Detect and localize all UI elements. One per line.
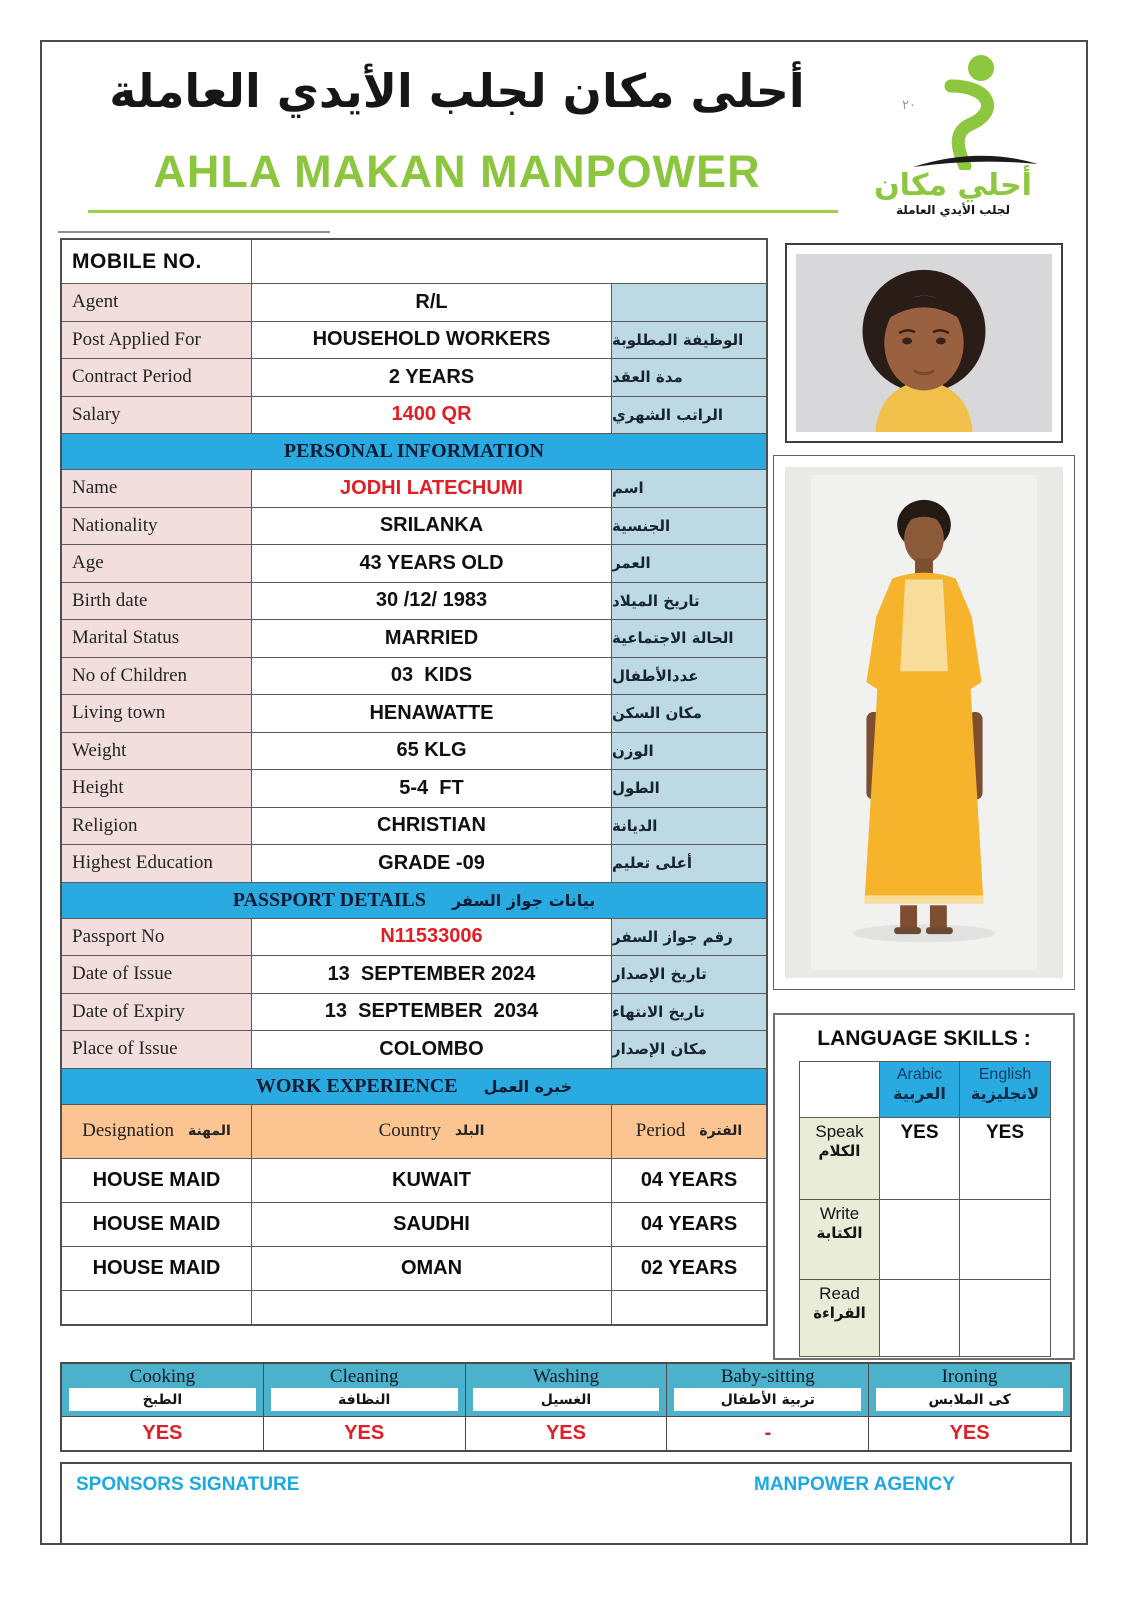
field-value: 13 SEPTEMBER 2024 — [252, 956, 612, 994]
field-value: CHRISTIAN — [252, 808, 612, 846]
field-value: COLOMBO — [252, 1031, 612, 1069]
skill-value: YES — [869, 1416, 1070, 1450]
language-skills-box — [773, 1013, 1075, 1360]
field-arabic-label: العمر — [612, 545, 766, 583]
field-value: 13 SEPTEMBER 2034 — [252, 994, 612, 1032]
field-arabic-label: الوزن — [612, 733, 766, 771]
language-skills-table — [799, 1061, 1051, 1357]
language-skill-label — [800, 1200, 880, 1280]
table-row — [62, 1159, 766, 1203]
table-row — [62, 583, 766, 621]
table-row — [62, 470, 766, 508]
language-skill-value — [960, 1280, 1050, 1356]
experience-cell — [62, 1291, 252, 1324]
logo-small-mark: ٢٠ — [902, 98, 916, 113]
language-skill-row — [800, 1118, 1050, 1200]
experience-cell: HOUSE MAID — [62, 1247, 252, 1291]
table-row — [62, 808, 766, 846]
skill-value: YES — [466, 1416, 667, 1450]
table-row — [62, 1031, 766, 1069]
skill-header — [466, 1364, 667, 1416]
manpower-agency-label: MANPOWER AGENCY — [754, 1474, 955, 1495]
skill-value: YES — [264, 1416, 465, 1450]
field-label: Name — [62, 470, 252, 508]
language-skill-value — [960, 1200, 1050, 1280]
logo-name-arabic: أحلي مكان — [874, 168, 1032, 203]
signature-box — [60, 1462, 1072, 1545]
field-arabic-label: مدة العقد — [612, 359, 766, 397]
table-row — [62, 620, 766, 658]
language-skill-row — [800, 1200, 1050, 1280]
field-value: N11533006 — [252, 919, 612, 957]
skill-column — [62, 1364, 264, 1450]
experience-cell: 02 YEARS — [612, 1247, 766, 1291]
field-label: Weight — [62, 733, 252, 771]
experience-column-header — [612, 1105, 766, 1159]
logo-subtitle-arabic: لجلب الأيدي العاملة — [895, 203, 1011, 217]
mobile-no-value — [252, 240, 766, 284]
table-row — [62, 322, 766, 360]
agency-title-english: AHLA MAKAN MANPOWER — [153, 146, 761, 197]
experience-column-header — [62, 1105, 252, 1159]
language-skill-value — [880, 1200, 960, 1280]
field-label: Religion — [62, 808, 252, 846]
skill-value: - — [667, 1416, 868, 1450]
table-row — [62, 883, 766, 919]
field-arabic-label: تاريخ الانتهاء — [612, 994, 766, 1032]
field-label: Birth date — [62, 583, 252, 621]
skill-column — [667, 1364, 869, 1450]
field-arabic-label: الوظيفة المطلوبة — [612, 322, 766, 360]
field-arabic-label: الجنسية — [612, 508, 766, 546]
field-arabic-label — [612, 284, 766, 322]
experience-cell — [252, 1291, 612, 1324]
table-row — [62, 1105, 766, 1159]
language-skill-arabic: الكتابة — [816, 1224, 863, 1242]
field-label: Agent — [62, 284, 252, 322]
field-arabic-label: تاريخ الميلاد — [612, 583, 766, 621]
field-arabic-label: عددالأطفال — [612, 658, 766, 696]
language-skill-label — [800, 1280, 880, 1356]
table-row — [62, 1203, 766, 1247]
experience-column-arabic: المهنة — [187, 1123, 231, 1139]
skill-header — [62, 1364, 263, 1416]
skill-name-en: Cooking — [129, 1366, 196, 1387]
section-title-en: PASSPORT DETAILS — [232, 888, 426, 911]
language-skill-row — [800, 1280, 1050, 1356]
main-table — [60, 238, 768, 1326]
field-label: Date of Expiry — [62, 994, 252, 1032]
field-value: SRILANKA — [252, 508, 612, 546]
field-value: 43 YEARS OLD — [252, 545, 612, 583]
header-divider — [58, 231, 330, 233]
skill-name-arabic: الغسيل — [473, 1388, 660, 1411]
field-label: Salary — [62, 397, 252, 435]
mobile-no-label: MOBILE NO. — [62, 240, 252, 284]
language-skill-value: YES — [960, 1118, 1050, 1200]
skill-name-en: Ironing — [941, 1366, 998, 1387]
experience-cell: KUWAIT — [252, 1159, 612, 1203]
experience-column-header — [252, 1105, 612, 1159]
logo-figure-icon — [853, 50, 1053, 170]
section-header — [62, 434, 766, 470]
full-body-illustration — [785, 467, 1063, 978]
table-row — [62, 956, 766, 994]
language-skills-title: LANGUAGE SKILLS : — [817, 1027, 1031, 1050]
language-skill-en: Write — [819, 1204, 860, 1223]
skill-column — [869, 1364, 1070, 1450]
table-row — [62, 994, 766, 1032]
agency-title-arabic: أحلى مكان لجلب الأيدي العاملة — [109, 64, 805, 118]
applicant-full-body-photo — [773, 455, 1075, 990]
language-skill-value — [880, 1280, 960, 1356]
field-arabic-label: الطول — [612, 770, 766, 808]
language-skill-value: YES — [880, 1118, 960, 1200]
agency-logo — [853, 50, 1053, 235]
table-row — [62, 397, 766, 435]
field-value: HENAWATTE — [252, 695, 612, 733]
language-column-arabic: العربية — [893, 1084, 946, 1103]
table-row — [62, 545, 766, 583]
experience-cell: HOUSE MAID — [62, 1159, 252, 1203]
skill-header — [264, 1364, 465, 1416]
table-row — [62, 733, 766, 771]
field-arabic-label: الحالة الاجتماعية — [612, 620, 766, 658]
sponsors-signature-label: SPONSORS SIGNATURE — [76, 1474, 300, 1495]
language-corner-cell — [800, 1062, 880, 1118]
skill-column — [264, 1364, 466, 1450]
section-title-arabic: بيانات جواز السفر — [451, 890, 596, 910]
field-value: JODHI LATECHUMI — [252, 470, 612, 508]
field-label: Passport No — [62, 919, 252, 957]
field-value: GRADE -09 — [252, 845, 612, 883]
field-label: Age — [62, 545, 252, 583]
field-value: 65 KLG — [252, 733, 612, 771]
experience-cell: 04 YEARS — [612, 1159, 766, 1203]
language-column-header — [960, 1062, 1050, 1118]
language-column-header — [880, 1062, 960, 1118]
skill-name-en: Washing — [532, 1366, 599, 1387]
skill-name-arabic: تربية الأطفال — [674, 1388, 861, 1411]
field-label: Place of Issue — [62, 1031, 252, 1069]
field-label: Highest Education — [62, 845, 252, 883]
language-skill-en: Speak — [815, 1122, 864, 1141]
section-title-en: PERSONAL INFORMATION — [283, 440, 545, 462]
experience-cell — [612, 1291, 766, 1324]
experience-cell: OMAN — [252, 1247, 612, 1291]
skill-name-arabic: الطبخ — [69, 1388, 256, 1411]
table-row — [62, 919, 766, 957]
skill-name-arabic: كى الملابس — [876, 1388, 1063, 1411]
table-row — [62, 770, 766, 808]
field-value: 1400 QR — [252, 397, 612, 435]
language-header-row — [800, 1062, 1050, 1118]
field-arabic-label: أعلى تعليم — [612, 845, 766, 883]
field-value: HOUSEHOLD WORKERS — [252, 322, 612, 360]
language-skill-en: Read — [819, 1284, 860, 1303]
table-row — [62, 695, 766, 733]
field-value: 30 /12/ 1983 — [252, 583, 612, 621]
table-row — [62, 359, 766, 397]
field-value: R/L — [252, 284, 612, 322]
skill-header — [869, 1364, 1070, 1416]
field-label: Date of Issue — [62, 956, 252, 994]
field-label: Contract Period — [62, 359, 252, 397]
experience-cell: HOUSE MAID — [62, 1203, 252, 1247]
table-row — [62, 845, 766, 883]
section-header — [62, 883, 766, 919]
table-row — [62, 284, 766, 322]
language-column-arabic: لانجليزية — [970, 1084, 1040, 1103]
field-arabic-label: مكان الإصدار — [612, 1031, 766, 1069]
table-row — [62, 240, 766, 284]
field-label: Post Applied For — [62, 322, 252, 360]
language-column-en: English — [978, 1066, 1032, 1083]
field-value: MARRIED — [252, 620, 612, 658]
language-skill-arabic: القراءة — [813, 1304, 866, 1322]
section-title-en: WORK EXPERIENCE — [255, 1074, 458, 1097]
field-arabic-label: الراتب الشهري — [612, 397, 766, 435]
table-row — [62, 1247, 766, 1291]
experience-column-en: Designation — [82, 1120, 174, 1141]
skill-name-arabic: النظافة — [271, 1388, 458, 1411]
skills-table — [60, 1362, 1072, 1452]
table-row — [62, 434, 766, 470]
table-row — [62, 1069, 766, 1105]
skill-column — [466, 1364, 668, 1450]
language-skill-label — [800, 1118, 880, 1200]
experience-column-en: Country — [378, 1120, 441, 1141]
headshot-illustration — [796, 254, 1052, 432]
field-label: Living town — [62, 695, 252, 733]
skill-name-en: Cleaning — [329, 1366, 399, 1387]
table-row — [62, 658, 766, 696]
experience-column-arabic: البلد — [454, 1123, 485, 1139]
experience-column-en: Period — [635, 1120, 686, 1141]
field-value: 03 KIDS — [252, 658, 612, 696]
experience-cell: 04 YEARS — [612, 1203, 766, 1247]
field-arabic-label: رقم جواز السفر — [612, 919, 766, 957]
section-header — [62, 1069, 766, 1105]
table-row — [62, 508, 766, 546]
table-row — [62, 1291, 766, 1324]
skill-value: YES — [62, 1416, 263, 1450]
skill-header — [667, 1364, 868, 1416]
field-label: Marital Status — [62, 620, 252, 658]
experience-column-arabic: الفترة — [699, 1123, 743, 1139]
field-label: No of Children — [62, 658, 252, 696]
language-column-en: Arabic — [896, 1066, 943, 1083]
field-value: 2 YEARS — [252, 359, 612, 397]
section-title-arabic: خبره العمل — [483, 1076, 573, 1096]
field-value: 5-4 FT — [252, 770, 612, 808]
experience-cell: SAUDHI — [252, 1203, 612, 1247]
language-skill-arabic: الكلام — [818, 1142, 861, 1160]
skill-name-en: Baby-sitting — [720, 1366, 815, 1387]
field-label: Nationality — [62, 508, 252, 546]
field-arabic-label: مكان السكن — [612, 695, 766, 733]
field-arabic-label: تاريخ الإصدار — [612, 956, 766, 994]
applicant-headshot-photo — [785, 243, 1063, 443]
title-underline — [88, 210, 838, 213]
field-label: Height — [62, 770, 252, 808]
field-arabic-label: اسم — [612, 470, 766, 508]
field-arabic-label: الديانة — [612, 808, 766, 846]
